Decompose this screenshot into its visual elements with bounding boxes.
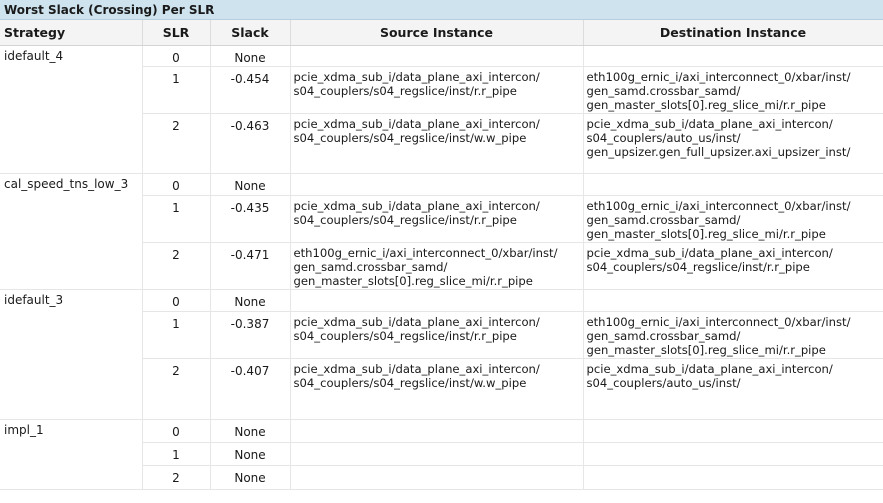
slr-cell: 0	[142, 46, 210, 67]
slr-cell: 1	[142, 443, 210, 466]
table-body	[0, 46, 883, 490]
destination-instance-line: eth100g_ernic_i/axi_interconnect_0/xbar/inst/	[586, 199, 851, 213]
source-instance-cell	[290, 174, 583, 196]
slr-cell: 2	[142, 114, 210, 174]
source-instance-line: eth100g_ernic_i/axi_interconnect_0/xbar/inst/	[293, 246, 558, 260]
source-instance-cell	[290, 466, 583, 490]
destination-instance-line: pcie_xdma_sub_i/data_plane_axi_intercon/	[586, 362, 833, 376]
slr-cell: 2	[142, 466, 210, 490]
slr-cell: 2	[142, 243, 210, 290]
source-instance-line: s04_couplers/s04_regslice/inst/r.r_pipe	[293, 84, 517, 98]
source-instance-line: s04_couplers/s04_regslice/inst/w.w_pipe	[293, 376, 527, 390]
destination-instance-cell	[583, 67, 883, 114]
destination-instance-line: gen_master_slots[0].reg_slice_mi/r.r_pipe	[586, 343, 826, 357]
destination-instance-cell	[583, 290, 883, 312]
destination-instance-cell	[583, 114, 883, 174]
slr-cell: 0	[142, 174, 210, 196]
source-instance-line: pcie_xdma_sub_i/data_plane_axi_intercon/	[293, 117, 540, 131]
source-instance-line: pcie_xdma_sub_i/data_plane_axi_intercon/	[293, 70, 540, 84]
slr-cell: 0	[142, 290, 210, 312]
destination-instance-line: s04_couplers/s04_regslice/inst/r.r_pipe	[586, 260, 810, 274]
destination-instance-line: gen_samd.crossbar_samd/	[586, 213, 741, 227]
slack-cell: -0.454	[210, 67, 290, 114]
destination-instance-line: gen_samd.crossbar_samd/	[586, 329, 741, 343]
strategy-cell: idefault_3	[0, 290, 142, 420]
source-instance-cell	[290, 443, 583, 466]
strategy-cell: cal_speed_tns_low_3	[0, 174, 142, 290]
slack-cell: None	[210, 290, 290, 312]
column-header-destination-instance[interactable]: Destination Instance	[583, 20, 883, 46]
source-instance-line: pcie_xdma_sub_i/data_plane_axi_intercon/	[293, 199, 540, 213]
destination-instance-cell	[583, 420, 883, 443]
source-instance-cell	[290, 67, 583, 114]
destination-instance-cell	[583, 243, 883, 290]
column-header-slack[interactable]: Slack	[210, 20, 290, 46]
destination-instance-cell	[583, 196, 883, 243]
strategy-cell: idefault_4	[0, 46, 142, 174]
source-instance-line: pcie_xdma_sub_i/data_plane_axi_intercon/	[293, 362, 540, 376]
table-row[interactable]	[0, 420, 883, 443]
source-instance-cell	[290, 243, 583, 290]
slack-cell: None	[210, 466, 290, 490]
slack-cell: None	[210, 46, 290, 67]
slr-cell: 2	[142, 359, 210, 420]
source-instance-line: pcie_xdma_sub_i/data_plane_axi_intercon/	[293, 315, 540, 329]
destination-instance-cell	[583, 312, 883, 359]
slr-cell: 1	[142, 67, 210, 114]
destination-instance-line: s04_couplers/auto_us/inst/	[586, 131, 741, 145]
destination-instance-line: gen_master_slots[0].reg_slice_mi/r.r_pipe	[586, 227, 826, 241]
source-instance-cell	[290, 290, 583, 312]
slr-cell: 1	[142, 196, 210, 243]
source-instance-cell	[290, 359, 583, 420]
source-instance-line: gen_samd.crossbar_samd/	[293, 260, 448, 274]
strategy-cell: impl_1	[0, 420, 142, 490]
destination-instance-cell	[583, 359, 883, 420]
source-instance-cell	[290, 114, 583, 174]
slr-cell: 0	[142, 420, 210, 443]
slack-cell: -0.387	[210, 312, 290, 359]
source-instance-cell	[290, 312, 583, 359]
table-row[interactable]	[0, 174, 883, 196]
destination-instance-line: eth100g_ernic_i/axi_interconnect_0/xbar/inst/	[586, 315, 851, 329]
slack-cell: -0.407	[210, 359, 290, 420]
destination-instance-line: gen_master_slots[0].reg_slice_mi/r.r_pipe	[586, 98, 826, 112]
slack-cell: -0.471	[210, 243, 290, 290]
panel-title: Worst Slack (Crossing) Per SLR	[0, 0, 883, 20]
destination-instance-cell	[583, 443, 883, 466]
slack-cell: -0.463	[210, 114, 290, 174]
column-header-slr[interactable]: SLR	[142, 20, 210, 46]
destination-instance-line: eth100g_ernic_i/axi_interconnect_0/xbar/inst/	[586, 70, 851, 84]
destination-instance-line: gen_upsizer.gen_full_upsizer.axi_upsizer_inst/	[586, 145, 851, 159]
source-instance-cell	[290, 196, 583, 243]
destination-instance-cell	[583, 46, 883, 67]
source-instance-line: s04_couplers/s04_regslice/inst/r.r_pipe	[293, 329, 517, 343]
slack-cell: -0.435	[210, 196, 290, 243]
source-instance-line: s04_couplers/s04_regslice/inst/r.r_pipe	[293, 213, 517, 227]
source-instance-cell	[290, 46, 583, 67]
slack-table	[0, 20, 883, 490]
column-header-strategy[interactable]: Strategy	[0, 20, 142, 46]
column-header-source-instance[interactable]: Source Instance	[290, 20, 583, 46]
slr-cell: 1	[142, 312, 210, 359]
source-instance-line: s04_couplers/s04_regslice/inst/w.w_pipe	[293, 131, 527, 145]
destination-instance-cell	[583, 466, 883, 490]
destination-instance-line: pcie_xdma_sub_i/data_plane_axi_intercon/	[586, 117, 833, 131]
destination-instance-cell	[583, 174, 883, 196]
destination-instance-line: s04_couplers/auto_us/inst/	[586, 376, 741, 390]
header-row	[0, 20, 883, 46]
slack-cell: None	[210, 420, 290, 443]
source-instance-line: gen_master_slots[0].reg_slice_mi/r.r_pipe	[293, 274, 533, 288]
slack-cell: None	[210, 443, 290, 466]
destination-instance-line: pcie_xdma_sub_i/data_plane_axi_intercon/	[586, 246, 833, 260]
destination-instance-line: gen_samd.crossbar_samd/	[586, 84, 741, 98]
slack-cell: None	[210, 174, 290, 196]
table-row[interactable]	[0, 46, 883, 67]
table-row[interactable]	[0, 290, 883, 312]
source-instance-cell	[290, 420, 583, 443]
